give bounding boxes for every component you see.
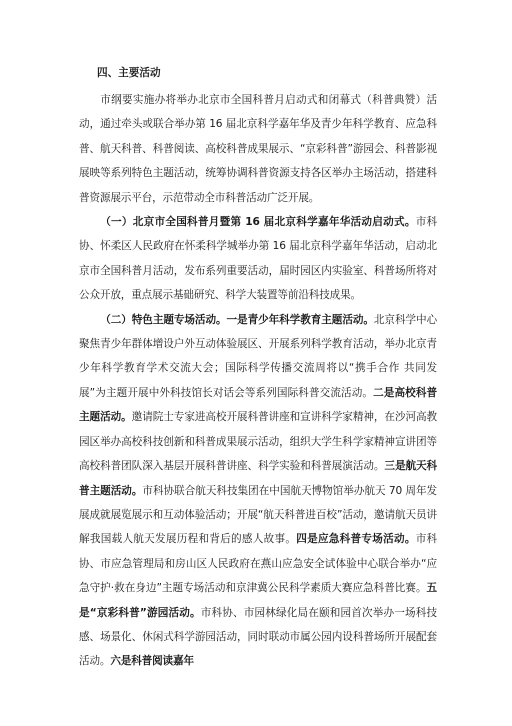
subheading-themed-activities: （二）特色主题专场活动。一是青少年科学教育主题活动。 — [100, 313, 374, 326]
section-heading: 四、主要活动 — [97, 67, 161, 79]
item-heading-garden: 五是“京彩科普”游园活动。 — [79, 582, 437, 619]
item-heading-aerospace: 三是航天科普主题活动。 — [79, 460, 437, 497]
paragraph-text: 市科协、怀柔区人民政府在怀柔科学城举办第 16 届北京科学嘉年华活动，启动北京市全国科普月活动，发布系列重要活动，届时园区内实验室、科普场所将对公众开放，重点展示基础研究、科学大装置等前沿科技成果。 — [79, 216, 438, 302]
item-heading-reading: 六是科普阅读嘉年 — [110, 655, 194, 668]
paragraph-text: 北京科学中心聚焦青少年群体增设户外互动体验展区、开展系列科学教育活动，举办北京青少年科学教育学术交流大会；国际科学传播交流周将以“携手合作 共同发展”为主题开展中外科技馆长对话会等系列国际科普交流活动。 — [79, 313, 437, 399]
paragraph-text: 市科协、市应急管理局和房山区人民政府在燕山应急安全试体验中心联合举办“应急守护·救在身边”主题专场活动和京津冀公民科学素质大赛应急科普比赛。 — [79, 533, 437, 595]
paragraph-launch-ceremony — [79, 210, 437, 308]
paragraph-text: 市科协联合航天科技集团在中国航天博物馆举办航天 70 周年发展成就展览展示和互动体验活动；开展“航天科普进百校”活动，邀请航天员讲解我国载人航天发展历程和背后的感人故事。 — [79, 484, 437, 546]
paragraph-overview — [79, 88, 437, 210]
item-heading-emergency: 四是应急科普专场活动。 — [296, 533, 416, 546]
document-body — [79, 63, 437, 674]
paragraph-text: 市科协、市园林绿化局在颐和园首次举办一场科技感、场景化、休闲式科学游园活动，同时联动市属公园内设科普场所开展配套活动。 — [79, 606, 437, 668]
paragraph-themed-activities — [79, 308, 437, 674]
item-heading-university: 二是高校科普主题活动。 — [79, 386, 437, 424]
subheading-launch-ceremony: （一）北京市全国科普月暨第 16 届北京科学嘉年华活动启动式。 — [100, 216, 416, 229]
paragraph-text: 市纲要实施办将举办北京市全国科普月启动式和闭幕式（科普典赞）活动，通过牵头或联合举办第 16 届北京科学嘉年华及青少年科学教育、应急科普、航天科普、科普阅读、高校科普成果展示、“京彩科普”游园会、科普影视展映等系列特色主题活动，统筹协调科普资源支持各区举办主场活动，搭建科普资源展示平台，示范带动全市科普活动广泛开展。 — [79, 94, 437, 204]
paragraph-text: 邀请院士专家进高校开展科普讲座和宣讲科学家精神，在沙河高教园区举办高校科技创新和科普成果展示活动，组织大学生科学家精神宣讲团等高校科普团队深入基层开展科普讲座、科学实验和科普展演活动。 — [79, 411, 438, 473]
